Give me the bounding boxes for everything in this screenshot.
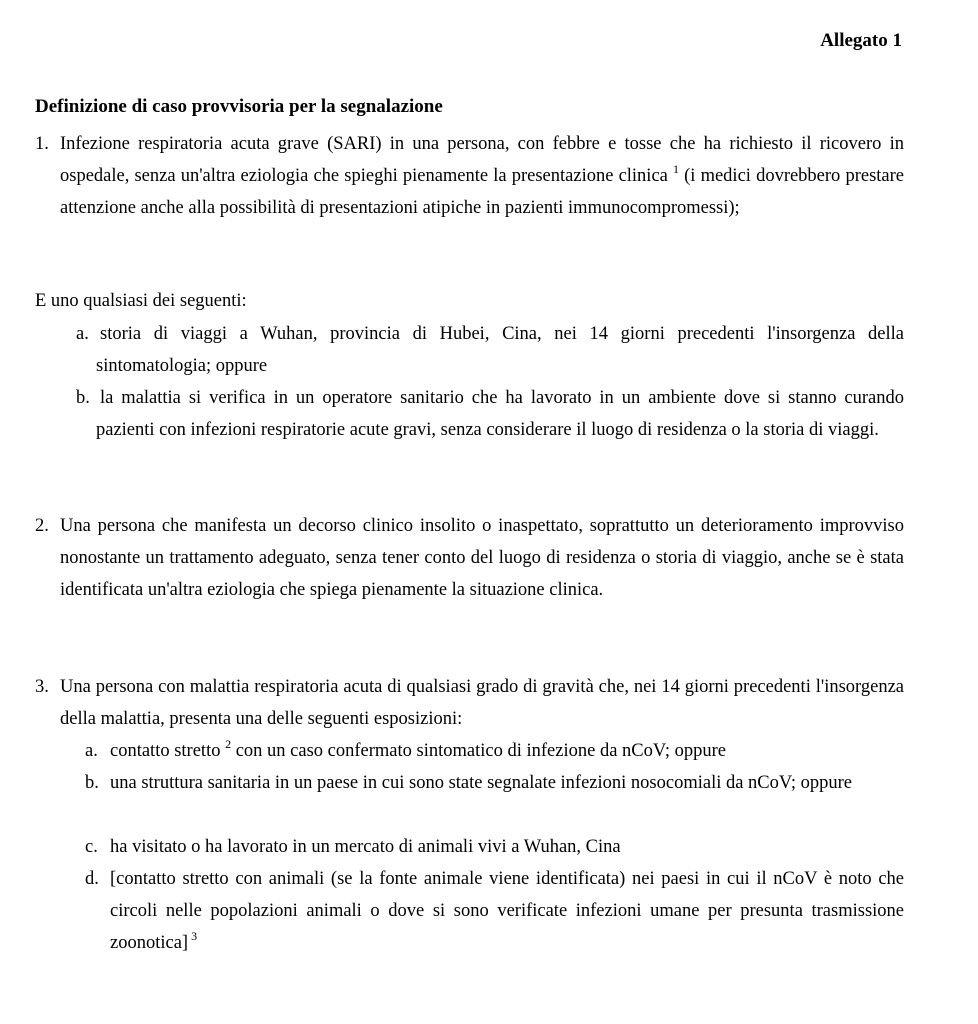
sub-marker: a. [76, 324, 89, 344]
sub-text: la malattia si verifica in un operatore sanitario che ha lavorato in un ambiente dove si stanno curando pazienti con infezioni respiratorie acute gravi, senza considerare il luogo di residenza o la storia di viaggi. [96, 388, 904, 440]
criterion-text: Una persona che manifesta un decorso clinico insolito o inaspettato, soprattutto un deterioramento improvviso nonostante un trattamento adeguato, senza tener conto del luogo di residenza o storia di viaggio, anche se è stata identificata un'altra eziologia che spiega pienamente la situazione clinica. [60, 516, 904, 600]
sub-text: ha visitato o ha lavorato in un mercato di animali vivi a Wuhan, Cina [110, 837, 621, 857]
criterion-number: 1. [35, 134, 49, 154]
sub-marker: d. [85, 869, 99, 889]
either-label: E uno qualsiasi dei seguenti: [35, 291, 247, 311]
sub-text: [contatto stretto con animali (se la fonte animale viene identificata) nei paesi in cui il nCoV è noto che circoli nelle popolazioni animali o dove si sono verificate infezioni umane per presunta trasmissione zoonotica] $^3$ [110, 869, 904, 953]
sub-text: contatto stretto $^2$ con un caso confermato sintomatico di infezione da nCoV; oppure [110, 737, 726, 761]
sub-marker: a. [85, 741, 98, 761]
sub-text: una struttura sanitaria in un paese in cui sono state segnalate infezioni nosocomiali da nCoV; oppure [110, 773, 853, 793]
sub-text: storia di viaggi a Wuhan, provincia di Hubei, Cina, nei 14 giorni precedenti l'insorgenza della sintomatologia; oppure [96, 324, 904, 376]
annex-label: Allegato 1 [820, 30, 902, 51]
sub-marker: c. [85, 837, 98, 857]
sub-marker: b. [85, 773, 99, 793]
footnote-ref: 3 [188, 929, 198, 943]
criterion-text: Infezione respiratoria acuta grave (SARI) in una persona, con febbre e tosse che ha richiesto il ricovero in ospedale, senza un'altra eziologia che spieghi pienamente la presentazione clinica $^1$ (i medici dovrebbero prestare attenzione anche alla possibilità di presentazioni atipiche in pazienti immunocompromessi); [60, 134, 904, 218]
criterion-text: Una persona con malattia respiratoria acuta di qualsiasi grado di gravità che, nei 14 giorni precedenti l'insorgenza della malattia, presenta una delle seguenti esposizioni: [60, 677, 904, 729]
criterion-number: 2. [35, 516, 49, 536]
document-heading: Definizione di caso provvisoria per la segnalazione [35, 96, 443, 117]
sub-marker: b. [76, 388, 90, 408]
footnote-ref: 1 [673, 162, 680, 176]
criterion-number: 3. [35, 677, 49, 697]
footnote-ref: 2 [225, 737, 232, 751]
